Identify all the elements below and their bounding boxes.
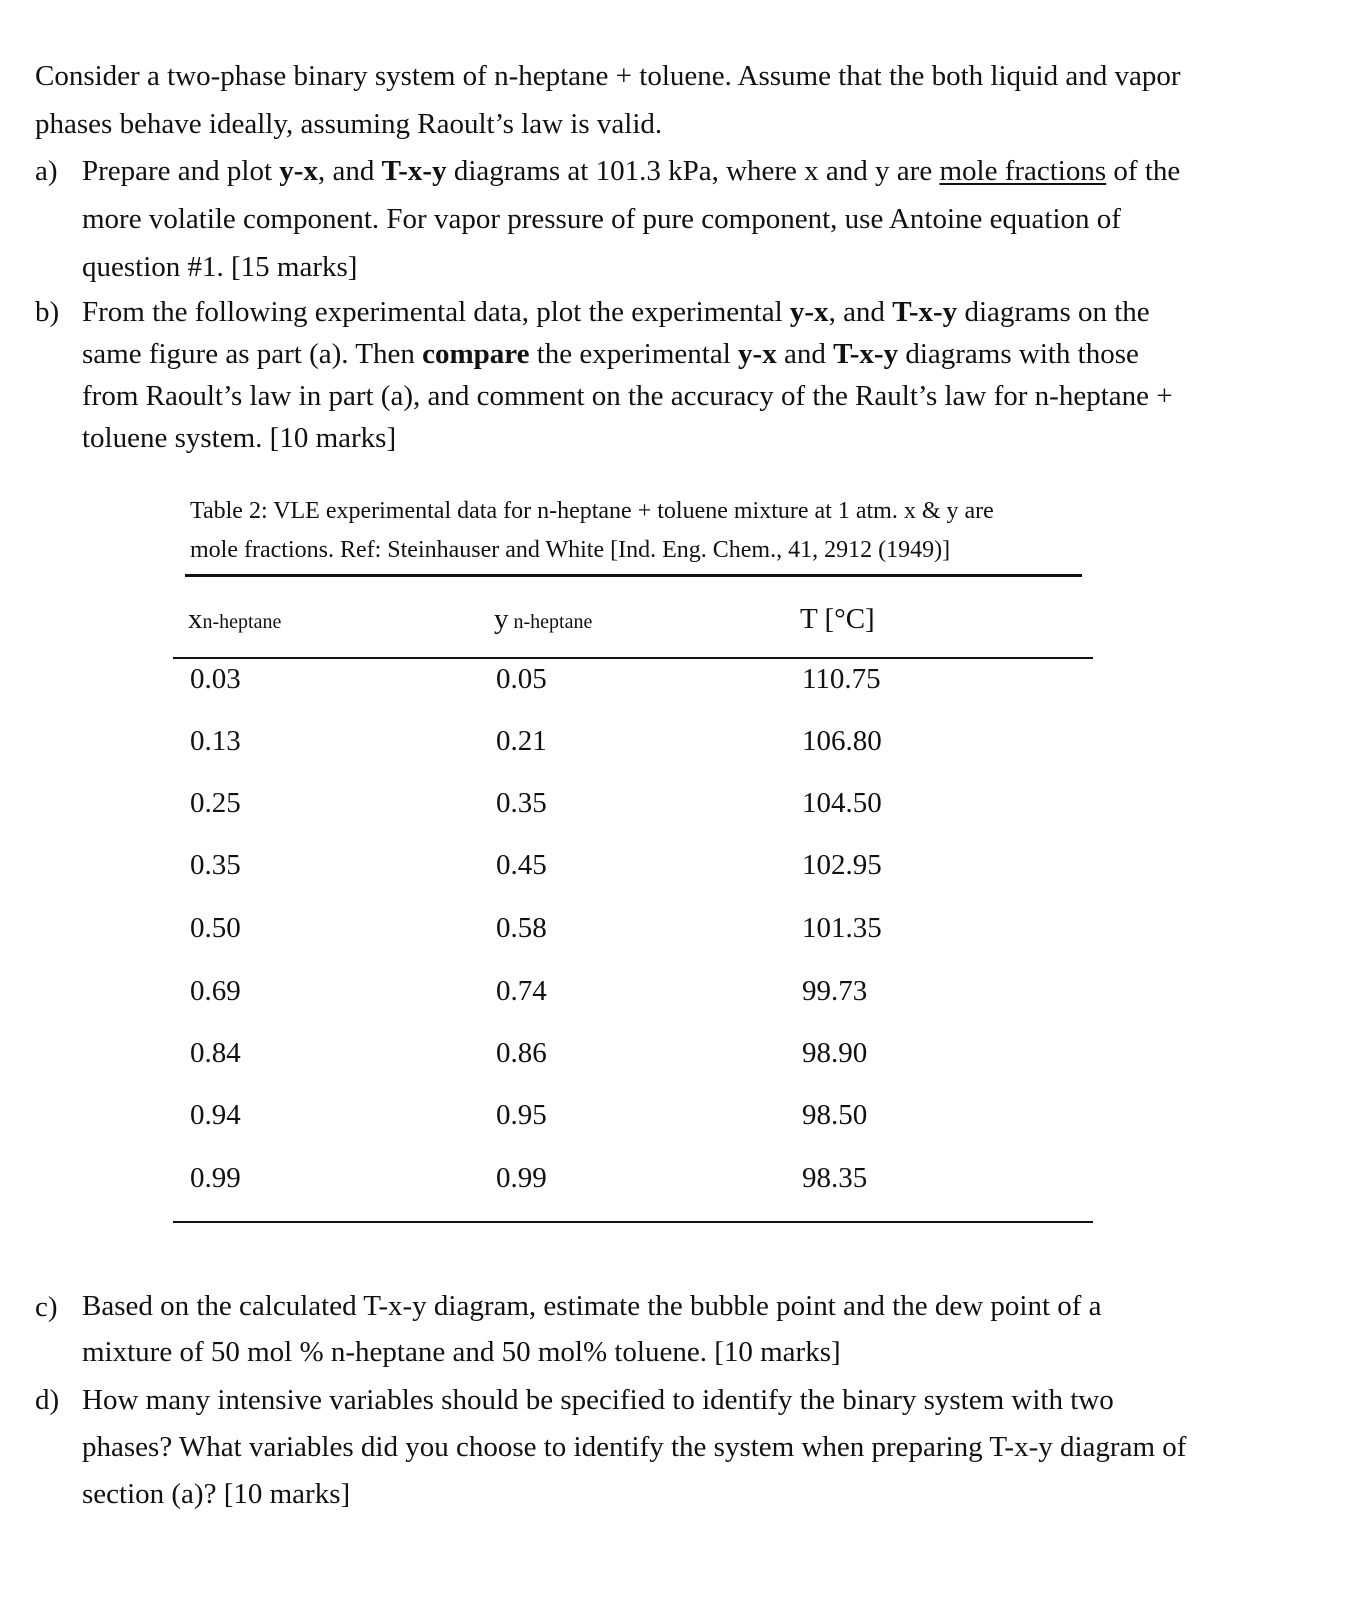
table-bottom-rule [173, 1221, 1093, 1223]
cell-x: 0.03 [190, 663, 241, 695]
intro-line: Consider a two-phase binary system of n-heptane + toluene. Assume that the both liquid and vapor [35, 60, 1181, 92]
part-text [82, 291, 1173, 459]
cell-x: 0.99 [190, 1162, 241, 1194]
part-marker: a) [35, 155, 58, 187]
cell-x: 0.35 [190, 849, 241, 881]
cell-t: 99.73 [802, 975, 868, 1007]
text-line: Based on the calculated T-x-y diagram, estimate the bubble point and the dew point of a [82, 1290, 1102, 1322]
caption-line: Table 2: VLE experimental data for n-heptane + toluene mixture at 1 atm. x & y are [190, 498, 994, 524]
text-line: more volatile component. For vapor pressure of pure component, use Antoine equation of [82, 203, 1121, 235]
part-marker: c) [35, 1291, 58, 1323]
cell-y: 0.05 [496, 663, 547, 695]
cell-t: 98.50 [802, 1099, 868, 1131]
part-text [82, 147, 1180, 291]
cell-y: 0.58 [496, 912, 547, 944]
column-header-y: y n-heptane [494, 603, 593, 635]
text-line: section (a)? [10 marks] [82, 1478, 351, 1510]
text-line: From the following experimental data, plot the experimental y-x, and T-x-y diagrams on the [82, 296, 1150, 328]
cell-x: 0.94 [190, 1099, 241, 1131]
part-marker: d) [35, 1384, 60, 1416]
cell-y: 0.95 [496, 1099, 547, 1131]
cell-t: 110.75 [802, 663, 881, 695]
underlined-term: mole fractions [939, 155, 1107, 187]
cell-y: 0.74 [496, 975, 547, 1007]
cell-t: 102.95 [802, 849, 882, 881]
cell-t: 98.90 [802, 1037, 868, 1069]
cell-x: 0.25 [190, 787, 241, 819]
table-top-rule [185, 574, 1082, 577]
intro-paragraph [35, 52, 1181, 148]
text-line: Prepare and plot y-x, and T-x-y diagrams at 101.3 kPa, where x and y are mole fractions of the [82, 155, 1181, 187]
caption-line: mole fractions. Ref: Steinhauser and White [Ind. Eng. Chem., 41, 2912 (1949)] [190, 537, 951, 563]
cell-t: 104.50 [802, 787, 882, 819]
cell-x: 0.13 [190, 725, 241, 757]
cell-y: 0.86 [496, 1037, 547, 1069]
text-line: toluene system. [10 marks] [82, 422, 397, 454]
cell-y: 0.35 [496, 787, 547, 819]
column-header-temperature: T [°C] [800, 603, 875, 635]
text-line: same figure as part (a). Then compare the experimental y-x and T-x-y diagrams with those [82, 338, 1139, 370]
part-text [82, 1377, 1186, 1518]
column-header-x: xn-heptane [188, 603, 282, 635]
text-line: How many intensive variables should be specified to identify the binary system with two [82, 1384, 1114, 1416]
cell-y: 0.21 [496, 725, 547, 757]
cell-x: 0.50 [190, 912, 241, 944]
cell-t: 106.80 [802, 725, 882, 757]
text-line: phases? What variables did you choose to identify the system when preparing T-x-y diagram of [82, 1431, 1187, 1463]
cell-y: 0.99 [496, 1162, 547, 1194]
part-marker: b) [35, 296, 60, 328]
intro-line: phases behave ideally, assuming Raoult’s law is valid. [35, 108, 663, 140]
cell-t: 98.35 [802, 1162, 868, 1194]
cell-x: 0.69 [190, 975, 241, 1007]
table-header-rule [173, 657, 1093, 659]
cell-t: 101.35 [802, 912, 882, 944]
text-line: mixture of 50 mol % n-heptane and 50 mol% toluene. [10 marks] [82, 1336, 841, 1368]
text-line: from Raoult’s law in part (a), and comment on the accuracy of the Rault’s law for n-heptane + [82, 380, 1173, 412]
cell-x: 0.84 [190, 1037, 241, 1069]
text-line: question #1. [15 marks] [82, 251, 358, 283]
cell-y: 0.45 [496, 849, 547, 881]
part-text [82, 1283, 1102, 1375]
table-caption [190, 492, 994, 570]
